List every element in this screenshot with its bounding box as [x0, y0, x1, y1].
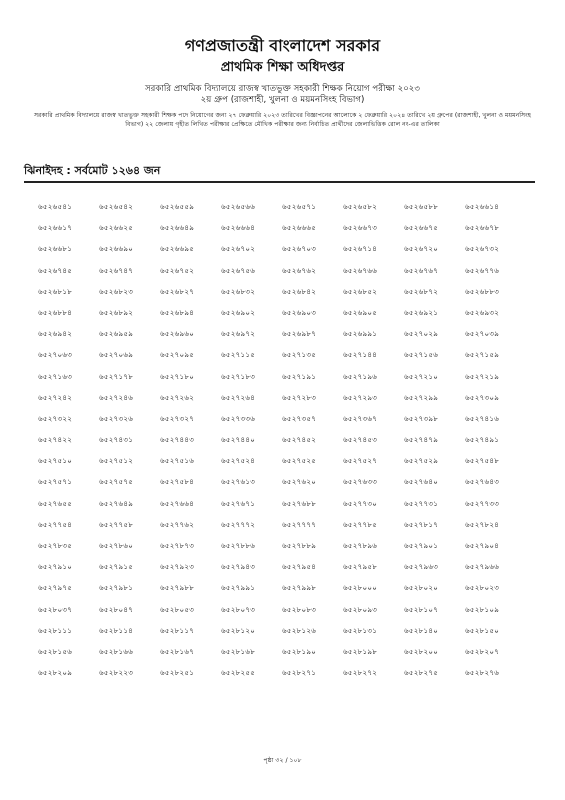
roll-number: ৬৫২৭৬৬৪: [160, 498, 195, 508]
roll-number: ৬৫২৬৬৭৩: [343, 223, 378, 233]
roll-number: ৬৫২৭৮৯৬: [343, 541, 378, 550]
notice-text: সরকারি প্রাথমিক বিদ্যালয়ে রাজস্ব খাতভুক্ত সহকারী শিক্ষক পদে নিয়োগের জন্য ২৭ ফেব্রুয়ারি ২০২৩ তারিখের বিজ্ঞাপনের আলোকে ২ ফেব্রুয়ারি ২০২৪ তারিখে ২য় গ্রুপের (রাজশাহী, খুলনা ও ময়মনসিংহ বিভাগ) ২২ জেলায় গৃহীত লিখিত পরীক্ষার প্রেক্ষিতে মৌখিক পরীক্ষার জন্য নির্বাচিত প্রার্থীদের জেলাভিত্তিক রোল নং-এর তালিকা: [33, 112, 532, 128]
roll-number: ৬৫২৭১৩৫: [282, 350, 317, 360]
roll-number: ৬৫২৮০৯৩: [343, 604, 378, 614]
roll-number: ৬৫২৭৭৫৪: [38, 519, 73, 529]
roll-number: ৬৫২৭৪৫২: [282, 435, 317, 445]
roll-number: ৬৫২৬৬১৪: [465, 202, 500, 211]
roll-number: ৬৫২৭৮৩৫: [38, 541, 73, 550]
roll-number: ৬৫২৭৯৬৬: [465, 562, 500, 572]
roll-number: ৬৫২৭৫২৪: [221, 456, 256, 466]
roll-number: ৬৫২৭৫৪৮: [465, 456, 500, 466]
roll-number: ৬৫২৭৬১৩: [221, 477, 256, 487]
roll-number: ৬৫২৬৯৬০: [160, 329, 195, 339]
roll-number: ৬৫২৭০২৯: [404, 329, 439, 339]
roll-number: ৬৫২৭৮৮৬: [221, 541, 256, 550]
roll-number: ৬৫২৬৭০৩: [282, 244, 317, 254]
roll-number: ৬৫২৮০৪৭: [99, 604, 134, 614]
roll-number: ৬৫২৭৪১৬: [465, 413, 500, 423]
roll-number: ৬৫২৭২৪২: [38, 392, 73, 402]
exam-title: সরকারি প্রাথমিক বিদ্যালয়ে রাজস্ব খাতভুক্ত সহকারী শিক্ষক নিয়োগ পরীক্ষা ২০২৩: [145, 84, 420, 94]
roll-number: ৬৫২৬৯৫৯: [99, 329, 134, 339]
roll-number: ৬৫২৬৫৪২: [99, 202, 134, 211]
roll-number: ৬৫২৬৬৭৫: [404, 223, 439, 233]
roll-number: ৬৫২৬৬৪৯: [160, 223, 195, 233]
roll-number: ৬৫২৮২৫৫: [221, 668, 256, 678]
roll-number: ৬৫২৬৮৮৪: [38, 307, 73, 317]
roll-number: ৬৫২৮২৭১: [282, 668, 317, 678]
roll-number: ৬৫২৮০৭৩: [221, 604, 256, 614]
roll-number: ৬৫২৬৮২৭: [160, 286, 195, 296]
roll-number: ৬৫২৬৯৮৭: [282, 329, 317, 339]
roll-number: ৬৫২৭৬৪০: [404, 477, 439, 487]
roll-number: ৬৫২৬৬১৭: [38, 223, 73, 233]
roll-number: ৬৫২৭৩৯৮: [404, 413, 439, 423]
roll-number-table: [38, 196, 528, 683]
roll-number: ৬৫২৬৬৯৫: [160, 244, 195, 254]
page-number: পৃষ্ঠা ৩২ / ১০৮: [263, 757, 302, 764]
roll-number: ৬৫২৬৮৯৪: [160, 307, 195, 317]
roll-number: ৬৫২৭৩০৯: [465, 392, 500, 402]
roll-number: ৬৫২৬৬৬৪: [221, 223, 256, 233]
roll-number: ৬৫২৭৪৫৩: [343, 435, 378, 445]
roll-number: ৬৫২৭৫১৬: [160, 456, 195, 466]
roll-number: ৬৫২৭৭৬২: [160, 519, 195, 529]
roll-number: ৬৫২৬৭০২: [221, 244, 256, 254]
roll-number: ৬৫২৭৩২২: [38, 413, 73, 423]
roll-number: ৬৫২৭৭৫৮: [99, 519, 134, 529]
heading-divider: [24, 181, 535, 183]
roll-number: ৬৫২৬৭৫২: [160, 265, 195, 275]
roll-number: ৬৫২৬৭৪৭: [99, 265, 134, 275]
roll-number: ৬৫২৮১৯০: [282, 646, 317, 656]
roll-number: ৬৫২৬৭৭৬: [465, 265, 500, 275]
roll-number: ৬৫২৭৪২২: [38, 435, 73, 445]
roll-number: ৬৫২৬৬৬৫: [282, 223, 317, 233]
roll-number: ৬৫২৬৫৬৬: [221, 202, 256, 211]
roll-number: ৬৫২৭৬২০: [282, 477, 317, 487]
roll-number: ৬৫২৬৭৫৬: [221, 265, 256, 275]
roll-number: ৬৫২৭৯৯৮: [282, 583, 317, 593]
roll-number: ৬৫২৬৬৯০: [99, 244, 134, 254]
roll-number: ৬৫২৮১৬৭: [160, 646, 195, 656]
roll-number: ৬৫২৭৩৫৭: [282, 413, 317, 423]
group-title: ২য় গ্রুপ (রাজশাহী, খুলনা ও ময়মনসিংহ বিভাগ): [200, 95, 365, 105]
roll-number: ৬৫২৮১৬৮: [221, 646, 256, 656]
roll-number: ৬৫২৬৭৬২: [282, 265, 317, 275]
roll-number: ৬৫২৭৬৪৯: [99, 498, 134, 508]
directorate-title: প্রাথমিক শিক্ষা অধিদপ্তর: [220, 60, 345, 75]
roll-number: ৬৫২৭০৯৫: [160, 350, 195, 360]
roll-number: ৬৫২৭৩৬৭: [343, 413, 378, 423]
roll-number: ৬৫২৭৫২৯: [404, 456, 439, 466]
roll-number: ৬৫২৭৫১০: [38, 456, 73, 466]
roll-number: ৬৫২৭৯২৩: [160, 562, 195, 572]
roll-number: ৬৫২৮২৫১: [160, 668, 195, 678]
roll-number: ৬৫২৭৫৭১: [38, 477, 73, 487]
roll-number: ৬৫২৮১৯৮: [343, 646, 378, 656]
roll-number: ৬৫২৬৮৪২: [282, 286, 317, 296]
roll-number: ৬৫২৮১৫৬: [38, 646, 73, 656]
roll-number: ৬৫২৬৫৭১: [282, 202, 317, 211]
roll-number: ৬৫২৭৭৩৩: [465, 498, 500, 508]
roll-number: ৬৫২৭৮৮৯: [282, 541, 317, 550]
roll-number: ৬৫২৬৫৪১: [38, 202, 73, 211]
roll-number: ৬৫২৮১১৪: [99, 625, 134, 635]
roll-number: ৬৫২৭৮১৭: [404, 519, 439, 529]
roll-number: ৬৫২৭৯৫৮: [343, 562, 378, 572]
roll-number: ৬৫২৬৮১৮: [38, 286, 73, 296]
roll-number: ৬৫২৭৫১২: [99, 456, 134, 466]
roll-number: ৬৫২৭৬৪৩: [465, 477, 500, 487]
roll-number: ৬৫২৭২৬৪: [221, 392, 256, 402]
roll-number: ৬৫২৭২৮৩: [282, 392, 317, 402]
roll-number: ৬৫২৭৯৮১: [99, 583, 134, 593]
roll-number: ৬৫২৭৩২৭: [160, 413, 195, 423]
roll-number: ৬৫২৮০৮৩: [282, 604, 317, 614]
roll-number: ৬৫২৭৬৫৫: [38, 498, 73, 508]
roll-number: ৬৫২৮২৭৫: [404, 668, 439, 678]
roll-number: ৬৫২৭৬৭১: [221, 498, 256, 508]
roll-number: ৬৫২৬৬৮১: [38, 244, 73, 254]
district-heading: ঝিনাইদহ : সর্বমোট ১২৬৪ জন: [24, 164, 161, 177]
roll-number: ৬৫২৭২১০: [404, 371, 439, 381]
roll-number: ৬৫২৮২২৩: [99, 668, 134, 678]
roll-number: ৬৫২৮১৪০: [404, 625, 439, 635]
roll-number: ৬৫২৭৪৩১: [99, 435, 134, 445]
roll-number: ৬৫২৮০২৩: [465, 583, 500, 593]
roll-number: ৬৫২৭২৯৯: [404, 392, 439, 402]
roll-number: ৬৫২৮২০৯: [38, 668, 73, 678]
roll-number: ৬৫২৬৭২০: [404, 244, 439, 254]
roll-number: ৬৫২৭৬৩৩: [343, 477, 378, 487]
roll-number: ৬৫২৬৯৯১: [343, 329, 378, 339]
roll-number: ৬৫২৭১৮৩: [221, 371, 256, 381]
roll-number: ৬৫২৭৯১৫: [99, 562, 134, 572]
roll-number: ৬৫২৭৫৮৪: [160, 477, 195, 487]
roll-number: ৬৫২৭৪৭৯: [404, 435, 439, 445]
roll-number: ৬৫২৭১৪৪: [343, 350, 378, 360]
roll-number: ৬৫২৬৭৪৫: [38, 265, 73, 275]
roll-number: ৬৫২৭১৬৩: [38, 371, 73, 381]
roll-number: ৬৫২৭৯৬৩: [404, 562, 439, 572]
roll-number: ৬৫২৭০৬৯: [99, 350, 134, 360]
roll-number: ৬৫২৭৫২৭: [343, 456, 378, 466]
roll-number: ৬৫২৭৩২৬: [99, 413, 134, 423]
roll-number: ৬৫২৭১৯৬: [343, 371, 378, 381]
roll-number: ৬৫২৬৭৩২: [465, 244, 500, 254]
roll-number: ৬৫২৭৭৭৭: [282, 519, 317, 529]
roll-number: ৬৫২৭১৯১: [282, 371, 317, 381]
roll-number: ৬৫২৭৭৩০: [343, 498, 378, 508]
roll-number: ৬৫২৬৬২৫: [99, 223, 134, 233]
government-title: গণপ্রজাতন্ত্রী বাংলাদেশ সরকার: [184, 36, 381, 55]
roll-number: ৬৫২৭৯৪৩: [221, 562, 256, 572]
roll-number: ৬৫২৮১৫০: [465, 625, 500, 635]
roll-number: ৬৫২৭২১৯: [465, 371, 500, 381]
roll-number: ৬৫২৭৮৬০: [99, 541, 134, 550]
roll-number: ৬৫২৭৪৪০: [221, 435, 256, 445]
roll-number: ৬৫২৭৬৮৮: [282, 498, 317, 508]
roll-number: ৬৫২৬৮৩২: [221, 286, 256, 296]
roll-number: ৬৫২৮০০০: [343, 583, 378, 593]
page-header: [0, 36, 565, 129]
roll-number: ৬৫২৬৮৮৩: [465, 286, 500, 296]
roll-number: ৬৫২৮১২৬: [282, 625, 317, 635]
roll-number: ৬৫২৭৭৮৫: [343, 519, 378, 529]
roll-number: ৬৫২৭৯৭৫: [38, 583, 73, 593]
roll-number: ৬৫২৮১২০: [221, 625, 256, 635]
roll-number: ৬৫২৭৫৭৫: [99, 477, 134, 487]
roll-number: ৬৫২৬৭৬৬: [343, 265, 378, 275]
roll-number: ৬৫২৭৯০১: [404, 541, 439, 550]
roll-number: ৬৫২৭৩৩৬: [221, 413, 256, 423]
roll-number: ৬৫২৬৯০৫: [343, 307, 378, 317]
roll-number: ৬৫২৮০৩৭: [38, 604, 73, 614]
roll-number: ৬৫২৬৮২৩: [99, 286, 134, 296]
roll-number: ৬৫২৮১৬৬: [99, 646, 134, 656]
roll-number: ৬৫২৬৫৮২: [343, 202, 378, 211]
roll-number: ৬৫২৭৮৭৩: [160, 541, 195, 550]
roll-number: ৬৫২৭২৪৬: [99, 392, 134, 402]
roll-number: ৬৫২৭১৫৬: [404, 350, 439, 360]
roll-number: ৬৫২৮১৩১: [343, 625, 378, 635]
roll-number: ৬৫২৭১৭৮: [99, 371, 134, 381]
roll-number: ৬৫২৬৯০৩: [282, 307, 317, 317]
roll-number: ৬৫২৬৮৫২: [343, 286, 378, 296]
roll-number: ৬৫২৬৯২১: [404, 307, 439, 317]
roll-number: ৬৫২৮০৫৩: [160, 604, 195, 614]
roll-number: ৬৫২৭১৮০: [160, 371, 195, 381]
roll-number: ৬৫২৭৮২৪: [465, 519, 500, 529]
roll-number: ৬৫২৭৪৪৩: [160, 435, 195, 445]
roll-number: ৬৫২৭১১৫: [221, 350, 256, 360]
roll-number: ৬৫২৮২৭৬: [465, 668, 500, 678]
roll-number: ৬৫২৭২৯৩: [343, 392, 378, 402]
roll-number: ৬৫২৬৭১৪: [343, 244, 378, 254]
roll-number: ৬৫২৬৫৮৮: [404, 202, 439, 211]
roll-number: ৬৫২৬৬৭৮: [465, 223, 500, 233]
roll-number: ৬৫২৬৮৭২: [404, 286, 439, 296]
roll-number: ৬৫২৬৭৬৭: [404, 265, 439, 275]
roll-number: ৬৫২৭০৬৩: [38, 350, 73, 360]
roll-number: ৬৫২৮১১১: [38, 625, 73, 635]
roll-number: ৬৫২৮১০৯: [465, 604, 500, 614]
roll-number: ৬৫২৭৪৯১: [465, 435, 500, 445]
roll-number: ৬৫২৬৯০২: [221, 307, 256, 317]
roll-number: ৬৫২৭৯৮৮: [160, 583, 195, 593]
roll-number: ৬৫২৭৭৩১: [404, 498, 439, 508]
roll-number: ৬৫২৭২৬২: [160, 392, 195, 402]
roll-number: ৬৫২৬৯৪২: [38, 329, 73, 339]
roll-number: ৬৫২৭৯৫৪: [282, 562, 317, 572]
roll-number: ৬৫২৮১১৭: [160, 625, 195, 635]
roll-number: ৬৫২৭৭৭২: [221, 519, 256, 529]
roll-number: ৬৫২৬৯৩২: [465, 307, 500, 317]
roll-number: ৬৫২৬৯৭২: [221, 329, 256, 339]
roll-number: ৬৫২৮১০৭: [404, 604, 439, 614]
roll-number: ৬৫২৮২৭২: [343, 668, 378, 678]
roll-number: ৬৫২৭৯০৪: [465, 541, 500, 550]
roll-number: ৬৫২৭০৩৯: [465, 329, 500, 339]
roll-number: ৬৫২৮২০০: [404, 646, 439, 656]
roll-number: ৬৫২৬৫৫৯: [160, 202, 195, 211]
roll-number: ৬৫২৭৫২৫: [282, 456, 317, 466]
roll-number: ৬৫২৮২০৭: [465, 646, 500, 656]
roll-number: ৬৫২৮০২০: [404, 583, 439, 593]
roll-number: ৬৫২৭৯৯১: [221, 583, 256, 593]
roll-number: ৬৫২৭৯১০: [38, 562, 73, 572]
roll-number: ৬৫২৭১৫৯: [465, 350, 500, 360]
roll-number: ৬৫২৬৮৯২: [99, 307, 134, 317]
